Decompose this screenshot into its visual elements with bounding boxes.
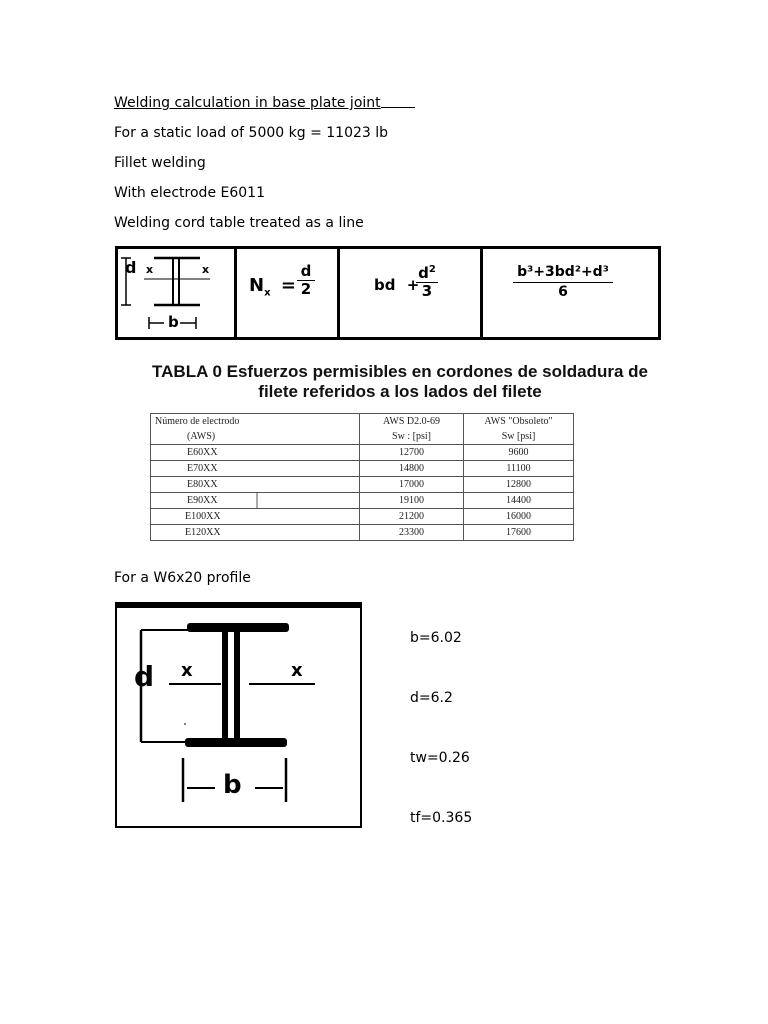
- table-row: [151, 525, 574, 541]
- table-header-row: [151, 414, 574, 430]
- sw-d2-cell: 23300: [360, 525, 464, 541]
- document-title: Welding calculation in base plate joint: [114, 94, 415, 112]
- allowable-stress-table: [150, 413, 574, 541]
- table-row: [151, 461, 574, 477]
- electrode-line: With electrode E6011: [114, 185, 265, 201]
- dimension-d: d=6.2: [410, 690, 453, 706]
- header-aws-obsoleto: AWS "Obsoleto": [464, 414, 574, 430]
- header-electrode: Número de electrodo: [151, 414, 360, 430]
- sw-d2-cell: 12700: [360, 445, 464, 461]
- tabla-title-line2: filete referidos a los lados del filete: [258, 382, 542, 401]
- sx-plus: +: [406, 276, 420, 294]
- sx-bd: bd: [374, 276, 396, 294]
- nx-equals: =: [280, 275, 296, 296]
- nx-fraction: [297, 263, 315, 298]
- sx-formula: [374, 276, 419, 294]
- header-aws-d2: AWS D2.0-69: [360, 414, 464, 430]
- dimension-b: b=6.02: [410, 630, 462, 646]
- sw-d2-cell: 21200: [360, 509, 464, 525]
- nx-formula: [249, 276, 296, 304]
- table-row: [151, 477, 574, 493]
- static-load-line: For a static load of 5000 kg = 11023 lb: [114, 125, 389, 141]
- nx-numerator: d: [297, 263, 315, 281]
- cord-table-nx-cell: [237, 249, 340, 337]
- sw-d2-cell: 19100: [360, 493, 464, 509]
- subheader-sw-d2: Sw : [psi]: [360, 429, 464, 445]
- sx-numerator: d: [418, 264, 429, 282]
- fillet-welding-line: Fillet welding: [114, 155, 206, 171]
- cord-x-right-label: x: [202, 263, 210, 276]
- ix-numerator: b³+3bd²+d³: [513, 263, 613, 283]
- profile-b-label: b: [223, 770, 242, 800]
- sw-obsoleto-cell: 14400: [464, 493, 574, 509]
- subheader-sw-obsoleto: Sw [psi]: [464, 429, 574, 445]
- sw-obsoleto-cell: 16000: [464, 509, 574, 525]
- sx-denominator: 3: [421, 282, 433, 300]
- profile-x-right-label: x: [291, 660, 303, 681]
- subheader-aws: (AWS): [151, 429, 360, 445]
- electrode-cell: E70XX: [151, 461, 360, 477]
- sw-d2-cell: 14800: [360, 461, 464, 477]
- cord-table-sx-cell: [340, 249, 483, 337]
- dimension-tw: tw=0.26: [410, 750, 470, 766]
- ix-denominator: 6: [558, 284, 568, 300]
- tabla-title: [120, 362, 680, 402]
- table-row: [151, 509, 574, 525]
- dimension-tf: tf=0.365: [410, 810, 473, 826]
- nx-subscript: x: [264, 287, 271, 299]
- sx-exponent: 2: [428, 264, 436, 275]
- title-underline-gap: [381, 94, 415, 108]
- nx-denominator: 2: [300, 280, 312, 298]
- electrode-cell: E100XX: [151, 509, 360, 525]
- electrode-cell: E80XX: [151, 477, 360, 493]
- electrode-cell: E120XX: [151, 525, 360, 541]
- sw-obsoleto-cell: 9600: [464, 445, 574, 461]
- profile-d-label: d: [134, 660, 155, 693]
- sw-obsoleto-cell: 17600: [464, 525, 574, 541]
- table-row: [151, 445, 574, 461]
- cord-d-label: d: [125, 258, 137, 277]
- nx-symbol: N: [249, 275, 265, 296]
- electrode-cell: E60XX: [151, 445, 360, 461]
- w6x20-profile-figure: [115, 602, 362, 828]
- electrode-cell: E90XX: [151, 493, 360, 509]
- sx-fraction: [416, 261, 438, 300]
- table-row: [151, 493, 574, 509]
- cord-table-ix-cell: [483, 249, 658, 337]
- welding-cord-table: [115, 246, 661, 340]
- cord-table-figure-cell: [118, 249, 237, 337]
- profile-x-left-label: x: [181, 660, 193, 681]
- sw-obsoleto-cell: 12800: [464, 477, 574, 493]
- cord-x-left-label: x: [146, 263, 154, 276]
- tabla-title-line1: TABLA 0 Esfuerzos permisibles en cordones de soldadura de: [152, 362, 648, 381]
- cord-table-intro-line: Welding cord table treated as a line: [114, 215, 364, 231]
- ix-fraction: [513, 263, 613, 302]
- sw-obsoleto-cell: 11100: [464, 461, 574, 477]
- table-subheader-row: [151, 429, 574, 445]
- cord-b-label: b: [168, 313, 179, 331]
- profile-line: For a W6x20 profile: [114, 570, 251, 586]
- sw-d2-cell: 17000: [360, 477, 464, 493]
